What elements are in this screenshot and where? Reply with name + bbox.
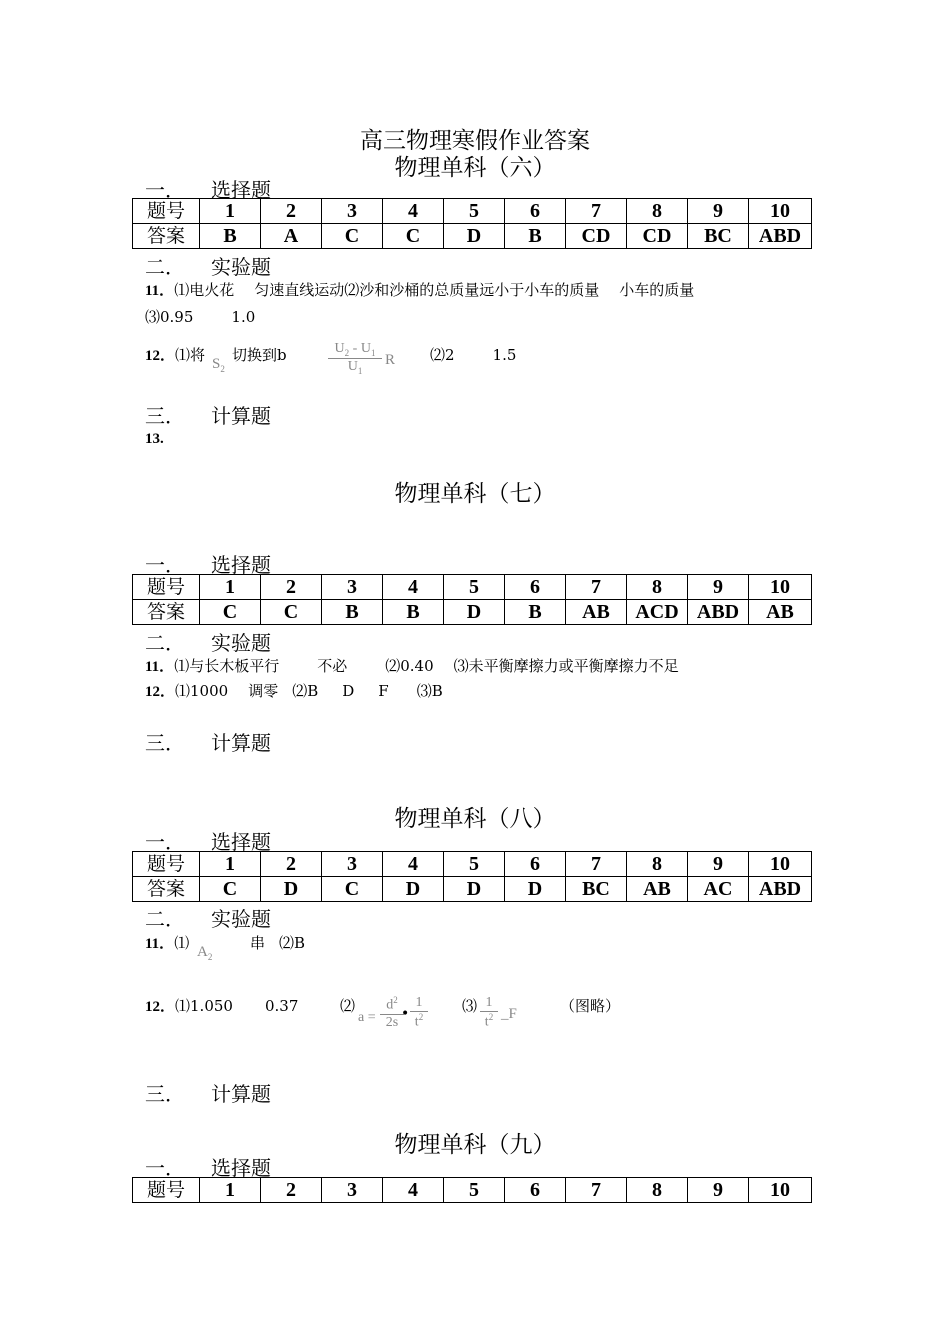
number-cell: 3 bbox=[322, 575, 383, 600]
fraction-numerator: 1 bbox=[415, 995, 423, 1010]
number-cell: 1 bbox=[200, 199, 261, 224]
table-row-numbers bbox=[133, 199, 812, 224]
answer-cell: D bbox=[444, 224, 505, 249]
answer-cell: D bbox=[444, 877, 505, 902]
answer-cell: CD bbox=[627, 224, 688, 249]
number-cell: 5 bbox=[444, 852, 505, 877]
answer-cell: AB bbox=[566, 600, 627, 625]
number-cell: 8 bbox=[627, 199, 688, 224]
number-cell: 10 bbox=[749, 1178, 812, 1203]
number-cell: 1 bbox=[200, 1178, 261, 1203]
number-cell: 8 bbox=[627, 1178, 688, 1203]
number-cell: 6 bbox=[505, 1178, 566, 1203]
number-cell: 9 bbox=[688, 575, 749, 600]
number-cell: 2 bbox=[261, 575, 322, 600]
number-cell: 7 bbox=[566, 852, 627, 877]
number-cell: 1 bbox=[200, 575, 261, 600]
s2-symbol: $S_2$ bbox=[212, 356, 225, 374]
table-row-numbers bbox=[133, 575, 812, 600]
section-8-choice-heading: 一． 选择题 bbox=[145, 830, 271, 854]
answer-cell: CD bbox=[566, 224, 627, 249]
table-row-answers bbox=[133, 224, 812, 249]
fraction-numerator: $U_2 - U_1$ bbox=[334, 341, 376, 358]
section-6-q12-switch: 切换到b bbox=[232, 346, 287, 364]
answer-cell: C bbox=[200, 600, 261, 625]
fraction-denominator: $U_1$ bbox=[328, 358, 382, 376]
number-cell: 2 bbox=[261, 1178, 322, 1203]
number-cell: 10 bbox=[749, 199, 812, 224]
number-cell: 4 bbox=[383, 1178, 444, 1203]
section-8-calc-heading: 三． 计算题 bbox=[145, 1082, 271, 1106]
section-6-title: 物理单科（六） bbox=[394, 155, 556, 181]
number-cell: 3 bbox=[322, 199, 383, 224]
document-title: 高三物理寒假作业答案 bbox=[360, 128, 590, 154]
section-8-figure-omitted: （图略） bbox=[560, 997, 621, 1015]
fraction-denominator: 2s bbox=[380, 1014, 404, 1031]
section-6-q11-line2: ⑶0.95 1.0 bbox=[145, 308, 256, 326]
number-cell: 2 bbox=[261, 852, 322, 877]
header-cell: 题号 bbox=[133, 852, 200, 877]
answer-cell: D bbox=[444, 600, 505, 625]
number-cell: 7 bbox=[566, 1178, 627, 1203]
answer-cell: BC bbox=[566, 877, 627, 902]
section-6-calc-heading: 三． 计算题 bbox=[145, 404, 271, 428]
number-cell: 7 bbox=[566, 199, 627, 224]
answer-cell: BC bbox=[688, 224, 749, 249]
fraction-denominator: $t^2$ bbox=[480, 1011, 498, 1031]
section-7-choice-heading: 一． 选择题 bbox=[145, 553, 271, 577]
answer-cell: B bbox=[505, 224, 566, 249]
number-cell: 6 bbox=[505, 199, 566, 224]
section-9-answer-table bbox=[132, 1177, 812, 1203]
answer-cell: ABD bbox=[749, 877, 812, 902]
number-cell: 4 bbox=[383, 575, 444, 600]
multiply-dot: • bbox=[401, 1006, 410, 1022]
resistance-symbol: R bbox=[385, 352, 396, 368]
section-7-q12: 12．⑴1000 调零 ⑵B D F ⑶B bbox=[145, 682, 443, 700]
number-cell: 4 bbox=[383, 852, 444, 877]
section-8-q12-part2: ⑵ bbox=[340, 997, 356, 1015]
table-row-numbers bbox=[133, 852, 812, 877]
section-6-q13: 13. bbox=[145, 431, 164, 447]
section-6-q12: 12．⑴将 bbox=[145, 346, 206, 364]
section-8-q11: 11．⑴ bbox=[145, 934, 190, 952]
answer-label-cell: 答案 bbox=[133, 877, 200, 902]
number-cell: 5 bbox=[444, 575, 505, 600]
acceleration-equals: a = bbox=[358, 1010, 376, 1025]
answer-cell: ABD bbox=[688, 600, 749, 625]
voltage-fraction bbox=[328, 341, 382, 376]
number-cell: 8 bbox=[627, 575, 688, 600]
number-cell: 2 bbox=[261, 199, 322, 224]
number-cell: 3 bbox=[322, 1178, 383, 1203]
force-symbol: _F bbox=[501, 1006, 517, 1022]
table-row-answers bbox=[133, 877, 812, 902]
section-7-answer-table bbox=[132, 574, 812, 625]
fraction-numerator: 1 bbox=[485, 995, 493, 1010]
number-cell: 1 bbox=[200, 852, 261, 877]
answer-cell: AB bbox=[627, 877, 688, 902]
one-over-t-squared-2 bbox=[480, 995, 498, 1031]
section-6-q12-part2: ⑵2 1.5 bbox=[430, 346, 517, 364]
table-row-answers bbox=[133, 600, 812, 625]
number-cell: 7 bbox=[566, 575, 627, 600]
section-7-q11: 11．⑴与长木板平行 不必 ⑵0.40 ⑶未平衡摩擦力或平衡摩擦力不足 bbox=[145, 657, 679, 675]
section-6-choice-heading: 一． 选择题 bbox=[145, 178, 271, 202]
section-6-q11: 11．⑴电火花 匀速直线运动⑵沙和沙桶的总质量远小于小车的质量 小车的质量 bbox=[145, 281, 695, 299]
answer-cell: B bbox=[505, 600, 566, 625]
section-9-title: 物理单科（九） bbox=[394, 1132, 556, 1158]
answer-cell: C bbox=[200, 877, 261, 902]
answer-cell: D bbox=[383, 877, 444, 902]
fraction-numerator: $d^2$ bbox=[386, 995, 398, 1013]
section-6-answer-table bbox=[132, 198, 812, 249]
number-cell: 8 bbox=[627, 852, 688, 877]
answer-cell: ABD bbox=[749, 224, 812, 249]
answer-cell: C bbox=[261, 600, 322, 625]
header-cell: 题号 bbox=[133, 575, 200, 600]
answer-cell: C bbox=[383, 224, 444, 249]
section-8-q12-part3: ⑶ bbox=[462, 997, 478, 1015]
number-cell: 6 bbox=[505, 575, 566, 600]
number-cell: 5 bbox=[444, 1178, 505, 1203]
answer-cell: B bbox=[200, 224, 261, 249]
answer-cell: C bbox=[322, 224, 383, 249]
number-cell: 4 bbox=[383, 199, 444, 224]
number-cell: 3 bbox=[322, 852, 383, 877]
answer-cell: ACD bbox=[627, 600, 688, 625]
number-cell: 10 bbox=[749, 852, 812, 877]
answer-cell: A bbox=[261, 224, 322, 249]
answer-cell: C bbox=[322, 877, 383, 902]
answer-cell: AB bbox=[749, 600, 812, 625]
section-7-title: 物理单科（七） bbox=[394, 481, 556, 507]
one-over-t-squared bbox=[410, 995, 428, 1031]
number-cell: 10 bbox=[749, 575, 812, 600]
section-8-q11-rest: 串 ⑵B bbox=[250, 934, 306, 952]
answer-cell: D bbox=[505, 877, 566, 902]
number-cell: 6 bbox=[505, 852, 566, 877]
section-7-calc-heading: 三． 计算题 bbox=[145, 731, 271, 755]
section-7-experiment-heading: 二． 实验题 bbox=[145, 631, 271, 655]
answer-cell: B bbox=[383, 600, 444, 625]
number-cell: 9 bbox=[688, 199, 749, 224]
section-8-title: 物理单科（八） bbox=[394, 806, 556, 832]
header-cell: 题号 bbox=[133, 1178, 200, 1203]
answer-cell: D bbox=[261, 877, 322, 902]
section-8-experiment-heading: 二． 实验题 bbox=[145, 907, 271, 931]
section-8-q12: 12．⑴1.050 0.37 bbox=[145, 997, 299, 1015]
fraction-denominator: $t^2$ bbox=[410, 1011, 428, 1031]
ammeter-a2-symbol: $A_2$ bbox=[197, 944, 213, 962]
number-cell: 9 bbox=[688, 852, 749, 877]
answer-cell: AC bbox=[688, 877, 749, 902]
section-6-experiment-heading: 二． 实验题 bbox=[145, 255, 271, 279]
answer-label-cell: 答案 bbox=[133, 600, 200, 625]
section-9-choice-heading: 一． 选择题 bbox=[145, 1156, 271, 1180]
number-cell: 5 bbox=[444, 199, 505, 224]
section-8-answer-table bbox=[132, 851, 812, 902]
answer-cell: B bbox=[322, 600, 383, 625]
table-row-numbers bbox=[133, 1178, 812, 1203]
answer-label-cell: 答案 bbox=[133, 224, 200, 249]
header-cell: 题号 bbox=[133, 199, 200, 224]
number-cell: 9 bbox=[688, 1178, 749, 1203]
